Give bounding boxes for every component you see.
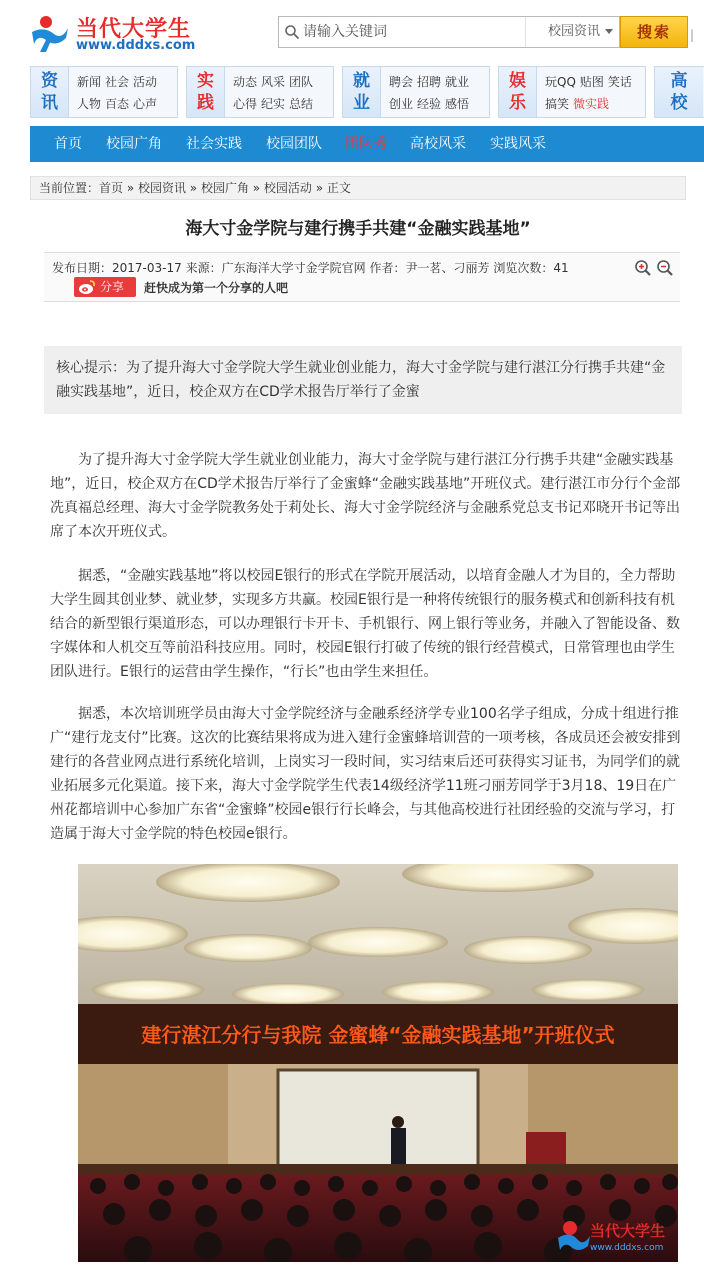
nav-item-college-style[interactable]: 高校风采 [410,136,466,152]
photo-banner-text: 建行湛江分行与我院 金蜜蜂“金融实践基地”开班仪式 [141,1023,615,1047]
category-link[interactable]: 创业 [389,97,414,111]
logo-mark-icon [30,14,70,54]
overflow-indicator: | [690,28,695,42]
search-input[interactable] [303,21,513,43]
category-links-practice [233,71,317,115]
logo-title: 当代大学生 [76,17,192,42]
category-title-fun[interactable] [499,67,537,117]
category-link[interactable]: 动态 [233,75,258,89]
photo-watermark-title: 当代大学生 [590,1222,666,1240]
category-link[interactable]: 就业 [445,75,470,89]
article-paragraph: 据悉，本次培训班学员由海大寸金学院经济与金融系经济学专业100名学子组成，分成十组进行推广“建行龙支付”比赛。这次的比赛结果将成为进入建行金蜜蜂培训营的一项考核，各成员还会被安排到建行的各营业网点进行系统化培训，上岗实习一段时间，实习结束后还可获得实习证书，为同学们的就业拓展多元化渠道。接下来，海大寸金学院学生代表14级经济学11班刁丽芳同学于3月18、19日在广州花都培训中心参加广东省“金蜜蜂”校园e银行行长峰会，与其他高校进行社团经验的交流与学习，打造属于海大寸金学院的特色校园e银行。 [50,706,681,842]
search-category-label: 校园资讯 [548,24,601,39]
category-block-news [30,66,178,118]
category-title-news[interactable] [31,67,69,117]
weibo-icon [78,279,96,295]
search-category-select[interactable] [525,17,619,47]
breadcrumb[interactable]: 当前位置：首页 » 校园资讯 » 校园广角 » 校园活动 » 正文 [30,176,686,200]
category-title-practice[interactable] [187,67,225,117]
category-link[interactable]: 笑话 [607,75,632,89]
nav-item-home[interactable]: 首页 [54,136,82,152]
category-link[interactable]: 团队 [289,75,314,89]
category-link-hot[interactable]: 微实践 [573,97,610,111]
article-paragraph: 为了提升海大寸金学院大学生就业创业能力，海大寸金学院与建行湛江分行携手共建“金融实践基地”，近日，校企双方在CD学术报告厅举行了金蜜蜂“金融实践基地”开班仪式。建行湛江市分行个金部冼真福总经理、海大寸金学院教务处于莉处长、海大寸金学院经济与金融系党总支书记邓晓开书记等出席了本次开班仪式。 [50,452,681,540]
zoom-out-icon[interactable] [656,259,674,277]
author-value: 尹一茗、刁丽芳 [405,261,490,275]
category-link[interactable]: 经验 [417,97,442,111]
views-label: 浏览次数： [493,261,554,275]
article-paragraph: 据悉，“金融实践基地”将以校园E银行的形式在学院开展活动，以培育金融人才为目的，全力帮助大学生圆其创业梦、就业梦，实现多方共赢。校园E银行是一种将传统银行的服务模式和创新科技有机结合的新型银行渠道形态，可以办理银行卡开卡、手机银行、网上银行等业务，并融入了智能设备、数字媒体和人机交互等前沿科技应用。同时，校园E银行打破了传统的银行经营模式，日常管理也由学生团队进行。E银行的运营由学生操作，“行长”也由学生来担任。 [50,568,680,680]
author-label: 作者： [369,261,406,275]
search-box [278,16,620,48]
photo-watermark [558,1221,665,1253]
search-button[interactable]: 搜索 [620,16,688,48]
category-title-jobs[interactable] [343,67,381,117]
category-link[interactable]: 总结 [289,97,314,111]
category-block-jobs [342,66,490,118]
category-title-label: 高校 [670,71,688,113]
category-title-label: 就业 [353,71,370,113]
site-logo[interactable] [30,10,210,54]
category-title-label: 资讯 [41,71,58,113]
source-label: 来源： [185,261,222,275]
nav-item-practice-style[interactable]: 实践风采 [490,136,546,152]
lecture-hall-illustration [78,864,678,1262]
logo-url: www.dddxs.com [76,38,196,53]
photo-watermark-url: www.dddxs.com [590,1243,664,1253]
category-title-label: 实践 [197,71,214,113]
share-label: 分享 [100,280,125,294]
category-link[interactable]: 纪实 [261,97,286,111]
category-links-news [77,71,161,115]
nav-item-campus-team[interactable]: 校园团队 [266,136,322,152]
main-nav [30,126,704,162]
category-link[interactable]: 百态 [105,97,130,111]
nav-item-social-practice[interactable]: 社会实践 [186,136,242,152]
category-link[interactable]: 搞笑 [545,97,570,111]
date-label: 发布日期： [52,261,113,275]
article-summary: 核心提示：为了提升海大寸金学院大学生就业创业能力，海大寸金学院与建行湛江分行携手共建“金融实践基地”，近日，校企双方在CD学术报告厅举行了金蜜 [44,346,682,414]
category-links-fun [545,71,636,115]
category-link[interactable]: 贴图 [579,75,604,89]
category-link[interactable]: 新闻 [77,75,102,89]
category-title-label: 娱乐 [509,71,526,113]
category-link[interactable]: 心得 [233,97,258,111]
category-links-jobs [389,71,473,115]
nav-item-team-show[interactable]: 团队秀 [345,136,387,152]
nav-item-campus-angle[interactable]: 校园广角 [106,136,162,152]
category-link[interactable]: 玩QQ [545,75,576,89]
category-title-colleges[interactable] [655,67,703,117]
share-tip: 赶快成为第一个分享的人吧 [144,281,289,295]
category-link[interactable]: 招聘 [417,75,442,89]
article-meta [44,252,680,302]
meta-line [52,259,569,276]
page-title: 海大寸金学院与建行携手共建“金融实践基地” [185,219,531,239]
category-link[interactable]: 心声 [133,97,158,111]
source-value: 广东海洋大学寸金学院官网 [221,261,366,275]
category-link[interactable]: 风采 [261,75,286,89]
category-link[interactable]: 聘会 [389,75,414,89]
category-block-practice [186,66,334,118]
chevron-down-icon [605,29,613,34]
article-photo [78,864,678,1262]
category-link[interactable]: 感悟 [445,97,470,111]
category-block-fun [498,66,646,118]
category-block-colleges [654,66,704,118]
category-link[interactable]: 人物 [77,97,102,111]
publish-date: 2017-03-17 [112,261,182,275]
share-button[interactable] [74,277,136,297]
search-icon [284,24,300,40]
views-value: 41 [553,261,569,275]
zoom-in-icon[interactable] [634,259,652,277]
category-link[interactable]: 活动 [133,75,158,89]
category-link[interactable]: 社会 [105,75,130,89]
